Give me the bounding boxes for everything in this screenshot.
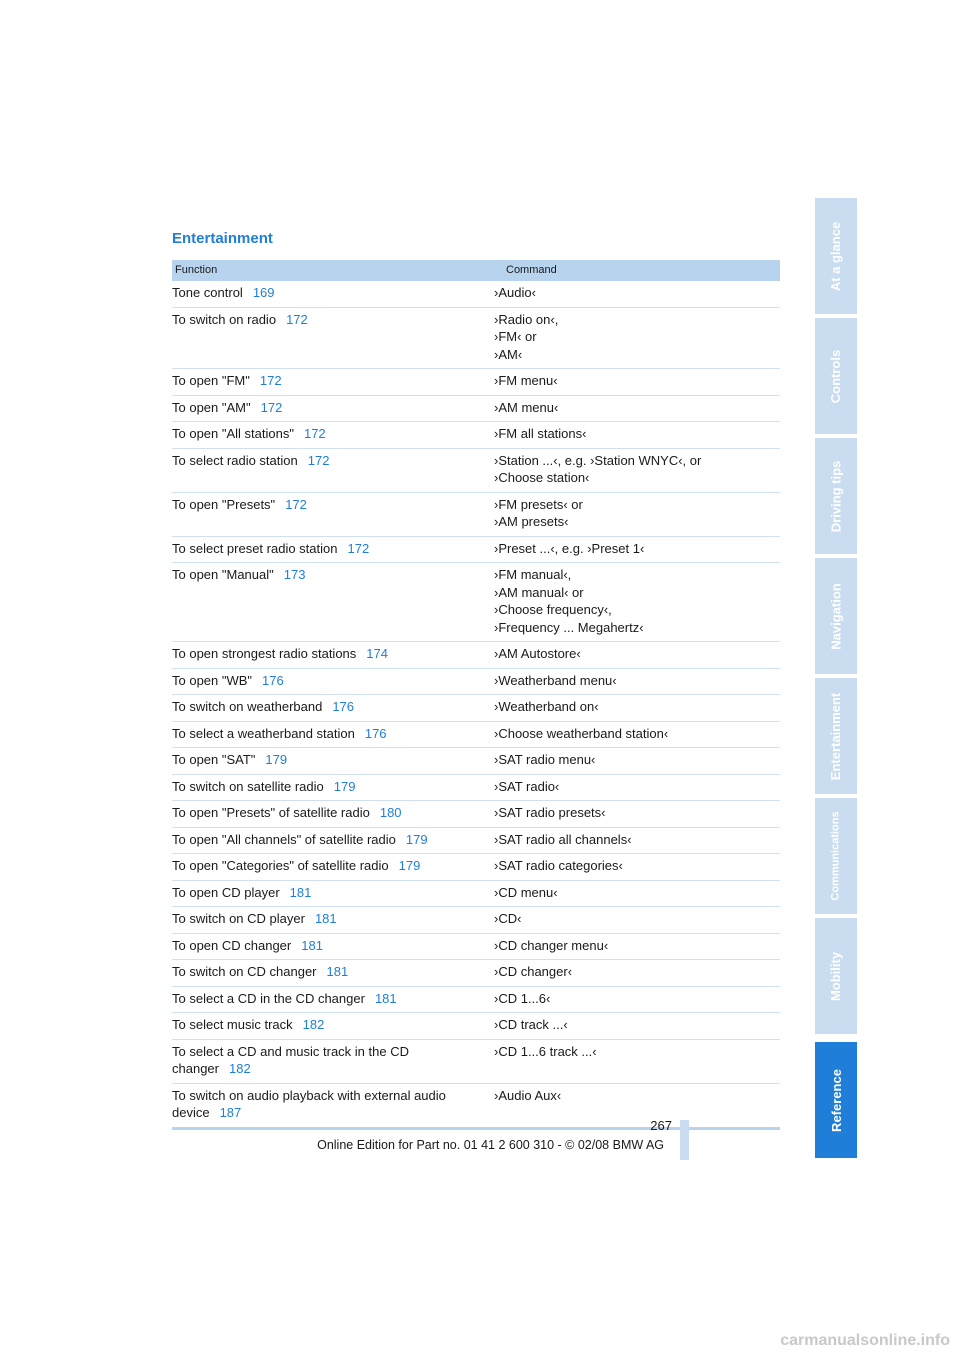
function-cell [172,422,490,449]
command-line: ›AM manual‹ or [494,584,584,600]
chapter-sidebar [815,198,857,1160]
command-line: ›Station ...‹, e.g. ›Station WNYC‹, or [494,452,702,468]
command-line: ›SAT radio all channels‹ [494,831,632,847]
function-cell [172,563,490,642]
command-line: ›AM menu‹ [494,399,559,415]
function-text: To select radio station [172,452,298,468]
command-line: ›CD 1...6 track ...‹ [494,1043,597,1059]
function-text: To select preset radio station [172,540,338,556]
page-reference-link[interactable]: 172 [303,426,326,441]
command-line: ›FM manual‹, [494,567,572,582]
edition-footer: Online Edition for Part no. 01 41 2 600 310 - © 02/08 BMW AG [317,1138,664,1152]
command-cell [490,907,780,934]
command-cell [490,748,780,775]
function-cell [172,748,490,775]
command-cell [490,642,780,669]
table-row [172,422,780,449]
sidebar-tab-label: Driving tips [828,460,844,532]
sidebar-tab-label: Navigation [828,582,844,650]
command-cell [490,854,780,881]
voice-command-table [172,260,780,1130]
function-cell [172,307,490,369]
function-text: To open CD player [172,884,280,900]
table-row [172,536,780,563]
function-cell [172,774,490,801]
function-cell [172,281,490,307]
page-reference-link[interactable]: 181 [374,990,397,1006]
table-row [172,563,780,642]
page-reference-link[interactable]: 176 [262,672,284,688]
table-row [172,695,780,722]
function-text: To select a weatherband station [172,725,355,741]
command-line: ›AM Autostore‹ [494,646,581,661]
command-cell [490,721,780,748]
function-cell [172,642,490,669]
table-row [172,748,780,775]
sidebar-tab-navigation[interactable] [815,558,857,674]
page-reference-link[interactable]: 173 [283,567,306,582]
page-reference-link[interactable]: 174 [366,646,388,661]
command-cell [490,986,780,1013]
page-reference-link[interactable]: 179 [333,778,356,794]
command-line: ›Choose frequency‹, [494,602,612,617]
command-cell [490,695,780,722]
command-line: ›SAT radio menu‹ [494,752,596,767]
table-row [172,395,780,422]
function-text: To select a CD and music track in the CD changer [172,1043,409,1076]
table-row [172,281,780,307]
table-row [172,668,780,695]
sidebar-tab-mobility[interactable] [815,918,857,1034]
function-cell [172,880,490,907]
page-reference-link[interactable]: 179 [265,752,288,767]
command-line: ›Audio Aux‹ [494,1087,562,1103]
function-cell [172,933,490,960]
command-cell [490,369,780,396]
function-cell [172,448,490,492]
command-cell [490,536,780,563]
sidebar-tab-label: Mobility [828,951,844,1001]
table-row [172,492,780,536]
command-line: ›Choose weatherband station‹ [494,725,669,741]
function-text: To open "All stations" [172,426,294,441]
table-row [172,1039,780,1083]
table-row [172,933,780,960]
command-cell [490,960,780,987]
table-row [172,960,780,987]
table-body [172,281,780,1128]
command-line: ›FM presets‹ or [494,496,583,512]
function-text: To switch on audio playback with external audio device [172,1087,446,1120]
table-header-row [172,260,780,281]
table-row [172,880,780,907]
command-line: ›Frequency ... Megahertz‹ [494,619,644,635]
sidebar-tab-at-a-glance[interactable] [815,198,857,314]
table-row [172,1013,780,1040]
function-text: To open "FM" [172,373,250,388]
function-cell [172,986,490,1013]
table-row [172,307,780,369]
function-cell [172,536,490,563]
function-text: To select music track [172,1017,293,1032]
function-text: To switch on radio [172,311,277,327]
command-line: ›Choose station‹ [494,470,590,485]
command-cell [490,827,780,854]
page-reference-link[interactable]: 179 [398,858,421,873]
command-line: ›Preset ...‹, e.g. ›Preset 1‹ [494,540,645,556]
function-cell [172,492,490,536]
page-reference-link[interactable]: 181 [289,884,312,900]
page-reference-link[interactable]: 172 [307,452,330,468]
sidebar-tab-entertainment[interactable] [815,678,857,794]
command-line: ›Weatherband menu‹ [494,672,617,688]
table-row [172,774,780,801]
function-text: Tone control [172,285,243,300]
function-cell [172,801,490,828]
page-reference-link[interactable]: 172 [347,540,370,556]
command-line: ›CD changer menu‹ [494,937,609,953]
sidebar-tab-reference[interactable] [815,1042,857,1158]
function-cell [172,1013,490,1040]
function-text: To open "SAT" [172,752,256,767]
command-cell [490,1013,780,1040]
command-line: ›Radio on‹, [494,311,559,327]
function-text: To select a CD in the CD changer [172,990,365,1006]
table-row [172,907,780,934]
command-cell [490,563,780,642]
function-cell [172,395,490,422]
page-reference-link[interactable]: 172 [285,496,307,512]
command-line: ›FM all stations‹ [494,426,587,441]
function-text: To open strongest radio stations [172,646,357,661]
page-reference-link[interactable]: 172 [286,311,308,327]
command-line: ›AM presets‹ [494,514,569,529]
table-row [172,642,780,669]
function-text: To switch on CD player [172,911,305,926]
sidebar-tab-controls[interactable] [815,318,857,434]
page-reference-link[interactable]: 176 [332,699,355,714]
command-cell [490,281,780,307]
command-line: ›CD changer‹ [494,964,573,979]
function-text: To open "All channels" of satellite radio [172,831,396,847]
function-text: To open "Presets" [172,496,276,512]
command-line: ›FM‹ or [494,329,537,344]
page-reference-link[interactable]: 182 [302,1017,325,1032]
table-row [172,721,780,748]
page-number: 267 [650,1118,672,1133]
command-cell [490,880,780,907]
sidebar-tab-label: Reference [828,1068,844,1132]
command-line: ›SAT radio categories‹ [494,858,623,873]
command-line: ›SAT radio‹ [494,778,560,794]
page-reference-link[interactable]: 187 [219,1105,242,1120]
page-reference-link[interactable]: 181 [326,964,349,979]
command-line: ›CD track ...‹ [494,1017,568,1032]
page-reference-link[interactable]: 172 [259,373,282,388]
page-reference-link[interactable]: 180 [379,805,402,820]
command-cell [490,933,780,960]
table-row [172,854,780,881]
command-line: ›CD‹ [494,911,522,926]
function-cell [172,960,490,987]
sidebar-tab-label: At a glance [828,221,844,291]
function-text: To open "WB" [172,672,253,688]
section-title: Entertainment [172,230,273,247]
table-row [172,801,780,828]
sidebar-tab-communications[interactable] [815,798,857,914]
function-cell [172,827,490,854]
command-cell [490,492,780,536]
page-reference-link[interactable]: 176 [364,725,387,741]
function-cell [172,907,490,934]
command-line: ›CD 1...6‹ [494,990,551,1006]
command-line: ›Audio‹ [494,285,536,300]
command-line: ›FM menu‹ [494,373,558,388]
sidebar-tab-label: Entertainment [828,692,844,780]
command-line: ›SAT radio presets‹ [494,805,606,820]
sidebar-tab-driving-tips[interactable] [815,438,857,554]
function-text: To switch on weatherband [172,699,323,714]
function-text: To open "Presets" of satellite radio [172,805,370,820]
function-cell [172,369,490,396]
table-row [172,986,780,1013]
function-cell [172,695,490,722]
command-cell [490,448,780,492]
page-reference-link[interactable]: 181 [314,911,337,926]
function-text: To open "Manual" [172,567,274,582]
function-text: To open "AM" [172,399,251,415]
function-text: To open CD changer [172,937,292,953]
command-cell [490,395,780,422]
sidebar-tab-label: Communications [830,811,843,901]
table-row [172,827,780,854]
command-cell [490,1039,780,1083]
command-cell [490,422,780,449]
function-text: To switch on CD changer [172,964,317,979]
page-reference-link[interactable]: 169 [252,285,275,300]
command-cell [490,307,780,369]
page-reference-link[interactable]: 181 [301,937,323,953]
command-line: ›CD menu‹ [494,884,558,900]
function-cell [172,854,490,881]
function-cell [172,1039,490,1083]
page-reference-link[interactable]: 172 [260,399,283,415]
function-cell [172,721,490,748]
command-cell [490,774,780,801]
function-text: To open "Categories" of satellite radio [172,858,389,873]
page-reference-link[interactable]: 179 [405,831,428,847]
page-reference-link[interactable]: 182 [228,1061,251,1076]
function-text: To switch on satellite radio [172,778,324,794]
command-cell [490,668,780,695]
column-header-command: Command [490,260,780,281]
table-row [172,369,780,396]
column-header-function: Function [172,260,490,281]
footer-bar [680,1120,689,1160]
watermark: carmanualsonline.info [780,1332,950,1349]
table-row [172,448,780,492]
function-cell [172,1083,490,1128]
command-line: ›Weatherband on‹ [494,699,599,714]
command-cell [490,801,780,828]
sidebar-tab-label: Controls [828,349,844,403]
command-line: ›AM‹ [494,346,523,362]
function-cell [172,668,490,695]
